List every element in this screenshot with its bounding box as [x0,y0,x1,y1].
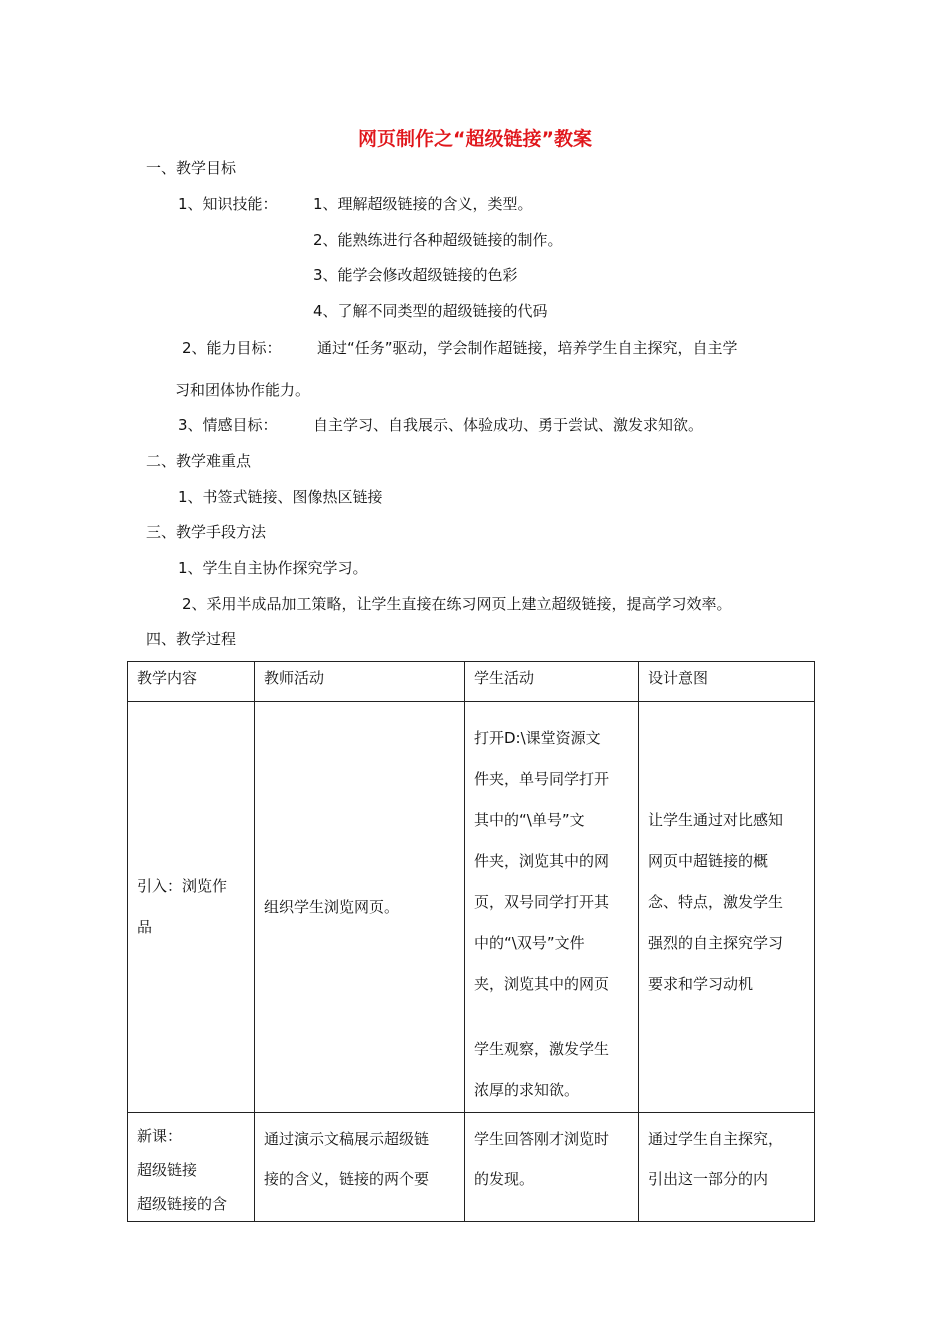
header-content: 教学内容 [128,662,255,702]
row1-content-line: 品 [137,918,153,936]
row1-student-line: 件夹，浏览其中的网 [474,852,610,870]
row1-intent-line: 让学生通过对比感知 [648,811,784,829]
row2-content-line: 超级链接的含 [137,1195,228,1213]
row1-intent-line: 强烈的自主探究学习 [648,934,784,952]
row2-student-line: 的发现。 [474,1170,535,1188]
row1-teacher [255,702,465,1113]
header-teacher: 教师活动 [255,662,465,702]
emotion-label: 3、情感目标： [178,416,278,434]
row2-content-line: 新课： [137,1127,183,1145]
section3-item1: 1、学生自主协作探究学习。 [178,559,368,577]
knowledge-label: 1、知识技能： [178,195,278,213]
row2-intent-line: 通过学生自主探究， [648,1130,784,1148]
row1-content-line: 引入：浏览作 [137,877,228,895]
knowledge-item-2: 2、能熟练进行各种超级链接的制作。 [313,231,563,249]
row1-student-line: 其中的“\单号”文 [474,811,585,829]
page-title: 网页制作之“超级链接”教案 [358,128,592,150]
row2-student-line: 学生回答刚才浏览时 [474,1130,610,1148]
row2-teacher [255,1113,465,1222]
knowledge-item-3: 3、能学会修改超级链接的色彩 [313,266,518,284]
knowledge-item-1: 1、理解超级链接的含义，类型。 [313,195,533,213]
row1-student-line: 页，双号同学打开其 [474,893,610,911]
section2-item: 1、书签式链接、图像热区链接 [178,488,383,506]
row2-teacher-line: 通过演示文稿展示超级链 [264,1130,430,1148]
row2-intent-line: 引出这一部分的内 [648,1170,769,1188]
row1-intent-line: 网页中超链接的概 [648,852,769,870]
row2-intent [639,1113,815,1222]
knowledge-item-4: 4、了解不同类型的超级链接的代码 [313,302,548,320]
row2-student [465,1113,639,1222]
row1-student-line: 件夹，单号同学打开 [474,770,610,788]
row1-student-extra-line: 学生观察，激发学生 [474,1040,610,1058]
row1-student-line: 中的“\双号”文件 [474,934,585,952]
header-student: 学生活动 [465,662,639,702]
row2-teacher-line: 接的含义，链接的两个要 [264,1170,430,1188]
row1-student [465,702,639,1113]
section1-heading: 一、教学目标 [146,159,237,177]
ability-text-line2: 习和团体协作能力。 [175,381,311,399]
table-row [128,1113,815,1222]
row1-student-line: 夹，浏览其中的网页 [474,975,610,993]
section4-heading: 四、教学过程 [146,630,237,648]
row1-student-extra-line: 浓厚的求知欲。 [474,1081,580,1099]
section2-heading: 二、教学难重点 [146,452,252,470]
table-header-row [128,662,815,702]
ability-label: 2、能力目标： [182,339,282,357]
emotion-text: 自主学习、自我展示、体验成功、勇于尝试、激发求知欲。 [313,416,704,434]
row1-intent-line: 念、特点，激发学生 [648,893,784,911]
row1-teacher-text: 组织学生浏览网页。 [264,898,400,916]
row1-student-line: 打开D:\课堂资源文 [474,729,601,747]
header-intent: 设计意图 [639,662,815,702]
row1-content [128,702,255,1113]
section3-heading: 三、教学手段方法 [146,523,267,541]
row2-content-line: 超级链接 [137,1161,198,1179]
table-row [128,702,815,1113]
row2-content [128,1113,255,1222]
section3-item2: 2、采用半成品加工策略，让学生直接在练习网页上建立超级链接，提高学习效率。 [182,595,732,613]
teaching-process-table [127,661,815,1222]
ability-text-line1: 通过“任务”驱动，学会制作超链接，培养学生自主探究，自主学 [317,339,738,357]
row1-intent [639,702,815,1113]
row1-intent-line: 要求和学习动机 [648,975,754,993]
